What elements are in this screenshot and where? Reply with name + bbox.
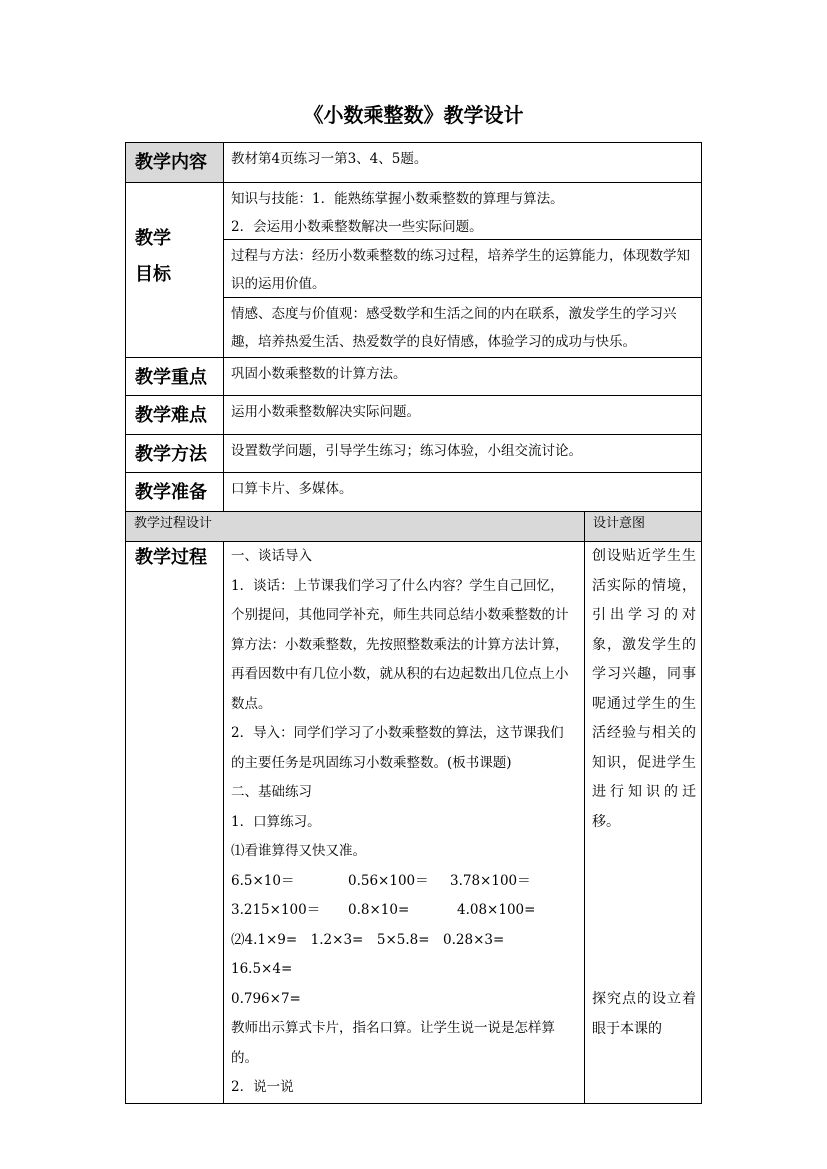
objective-knowledge-line2: 2．会运用小数乘整数解决一些实际问题。	[231, 219, 483, 235]
row-difficulty	[126, 396, 702, 435]
section-practice-heading: 二、基础练习	[231, 784, 312, 800]
label-difficulty: 教学难点	[126, 396, 224, 435]
objective-knowledge	[224, 183, 701, 239]
label-teaching-objectives	[126, 183, 224, 358]
practice-say: 2．说一说	[231, 1079, 294, 1095]
row-teaching-objectives	[126, 183, 702, 358]
intent-gap	[592, 837, 696, 985]
design-intent-content	[585, 542, 702, 1104]
label-method: 教学方法	[126, 435, 224, 473]
document-title: 《小数乘整数》教学设计	[303, 103, 524, 127]
design-intent-header: 设计意图	[585, 512, 702, 542]
difficulty-text: 运用小数乘整数解决实际问题。	[224, 396, 702, 435]
objectives-cell	[224, 183, 702, 358]
preparation-text: 口算卡片、多媒体。	[224, 473, 702, 512]
row-teaching-content	[126, 143, 702, 183]
intent-paragraph-1: 创设贴近学生生活实际的情境，引出学习的对象，激发学生的学习兴趣，同事呢通过学生的生活经验与相关的知识，促进学生进行知识的迁移。	[592, 548, 696, 830]
label-preparation: 教学准备	[126, 473, 224, 512]
row-teaching-process	[126, 542, 702, 1104]
label-teaching-content: 教学内容	[126, 143, 224, 183]
label-teaching-process: 教学过程	[126, 542, 224, 1104]
lesson-plan-table	[125, 142, 702, 1104]
calc-item: 6.5×10＝	[231, 872, 295, 889]
objective-process: 过程与方法：经历小数乘整数的练习过程，培养学生的运算能力，体现数学知识的运用价值。	[224, 239, 701, 297]
label-objectives-line1: 教学	[135, 228, 171, 249]
calc-item: 0.56×100＝	[348, 872, 429, 889]
section-intro-heading: 一、谈话导入	[231, 548, 312, 564]
calc-item: 0.8×10=	[348, 902, 410, 918]
row-key-point	[126, 358, 702, 396]
intro-talk: 1．谈话：上节课我们学习了什么内容？学生自己回忆，个别提问，其他同学补充，师生共同总结小数乘整数的计算方法：小数乘整数，先按照整数乘法的计算方法计算，再看因数中有几位小数，就从积的右边起数出几位点上小数点。	[231, 577, 569, 712]
method-text: 设置数学问题，引导学生练习；练习体验，小组交流讨论。	[224, 435, 702, 473]
row-process-header	[126, 512, 702, 542]
teaching-content-text: 教材第4页练习一第3、4、5题。	[224, 143, 702, 183]
process-design-header: 教学过程设计	[126, 512, 585, 542]
process-content	[224, 542, 585, 1104]
key-point-text: 巩固小数乘整数的计算方法。	[224, 358, 702, 396]
practice-question-1: ⑴看谁算得又快又准。	[231, 843, 366, 859]
calc-row-1	[231, 867, 577, 897]
teacher-instruction: 教师出示算式卡片，指名口算。让学生说一说是怎样算的。	[231, 1020, 555, 1066]
calc-row-4: 0.796×7=	[231, 990, 301, 1007]
label-objectives-line2: 目标	[135, 264, 171, 285]
calc-item: 3.78×100＝	[450, 872, 531, 889]
intro-lead-in: 2．导入：同学们学习了小数乘整数的算法，这节课我们的主要任务是巩固练习小数乘整数。(板书课题)	[231, 725, 564, 771]
row-method	[126, 435, 702, 473]
practice-oral: 1．口算练习。	[231, 813, 321, 830]
calc-row-3: ⑵4.1×9= 1.2×3= 5×5.8= 0.28×3= 16.5×4=	[231, 931, 518, 977]
row-preparation	[126, 473, 702, 512]
objective-knowledge-line1: 知识与技能：1．能熟练掌握小数乘整数的算理与算法。	[231, 191, 564, 207]
calc-item: 4.08×100=	[457, 902, 536, 918]
calc-row-2	[231, 896, 577, 926]
calc-item: 3.215×100＝	[231, 902, 321, 918]
label-key-point: 教学重点	[126, 358, 224, 396]
intent-paragraph-2: 探究点的设立着眼于本课的	[592, 991, 696, 1037]
objective-emotion: 情感、态度与价值观：感受数学和生活之间的内在联系，激发学生的学习兴趣，培养热爱生活、热爱数学的良好情感，体验学习的成功与快乐。	[224, 297, 701, 357]
